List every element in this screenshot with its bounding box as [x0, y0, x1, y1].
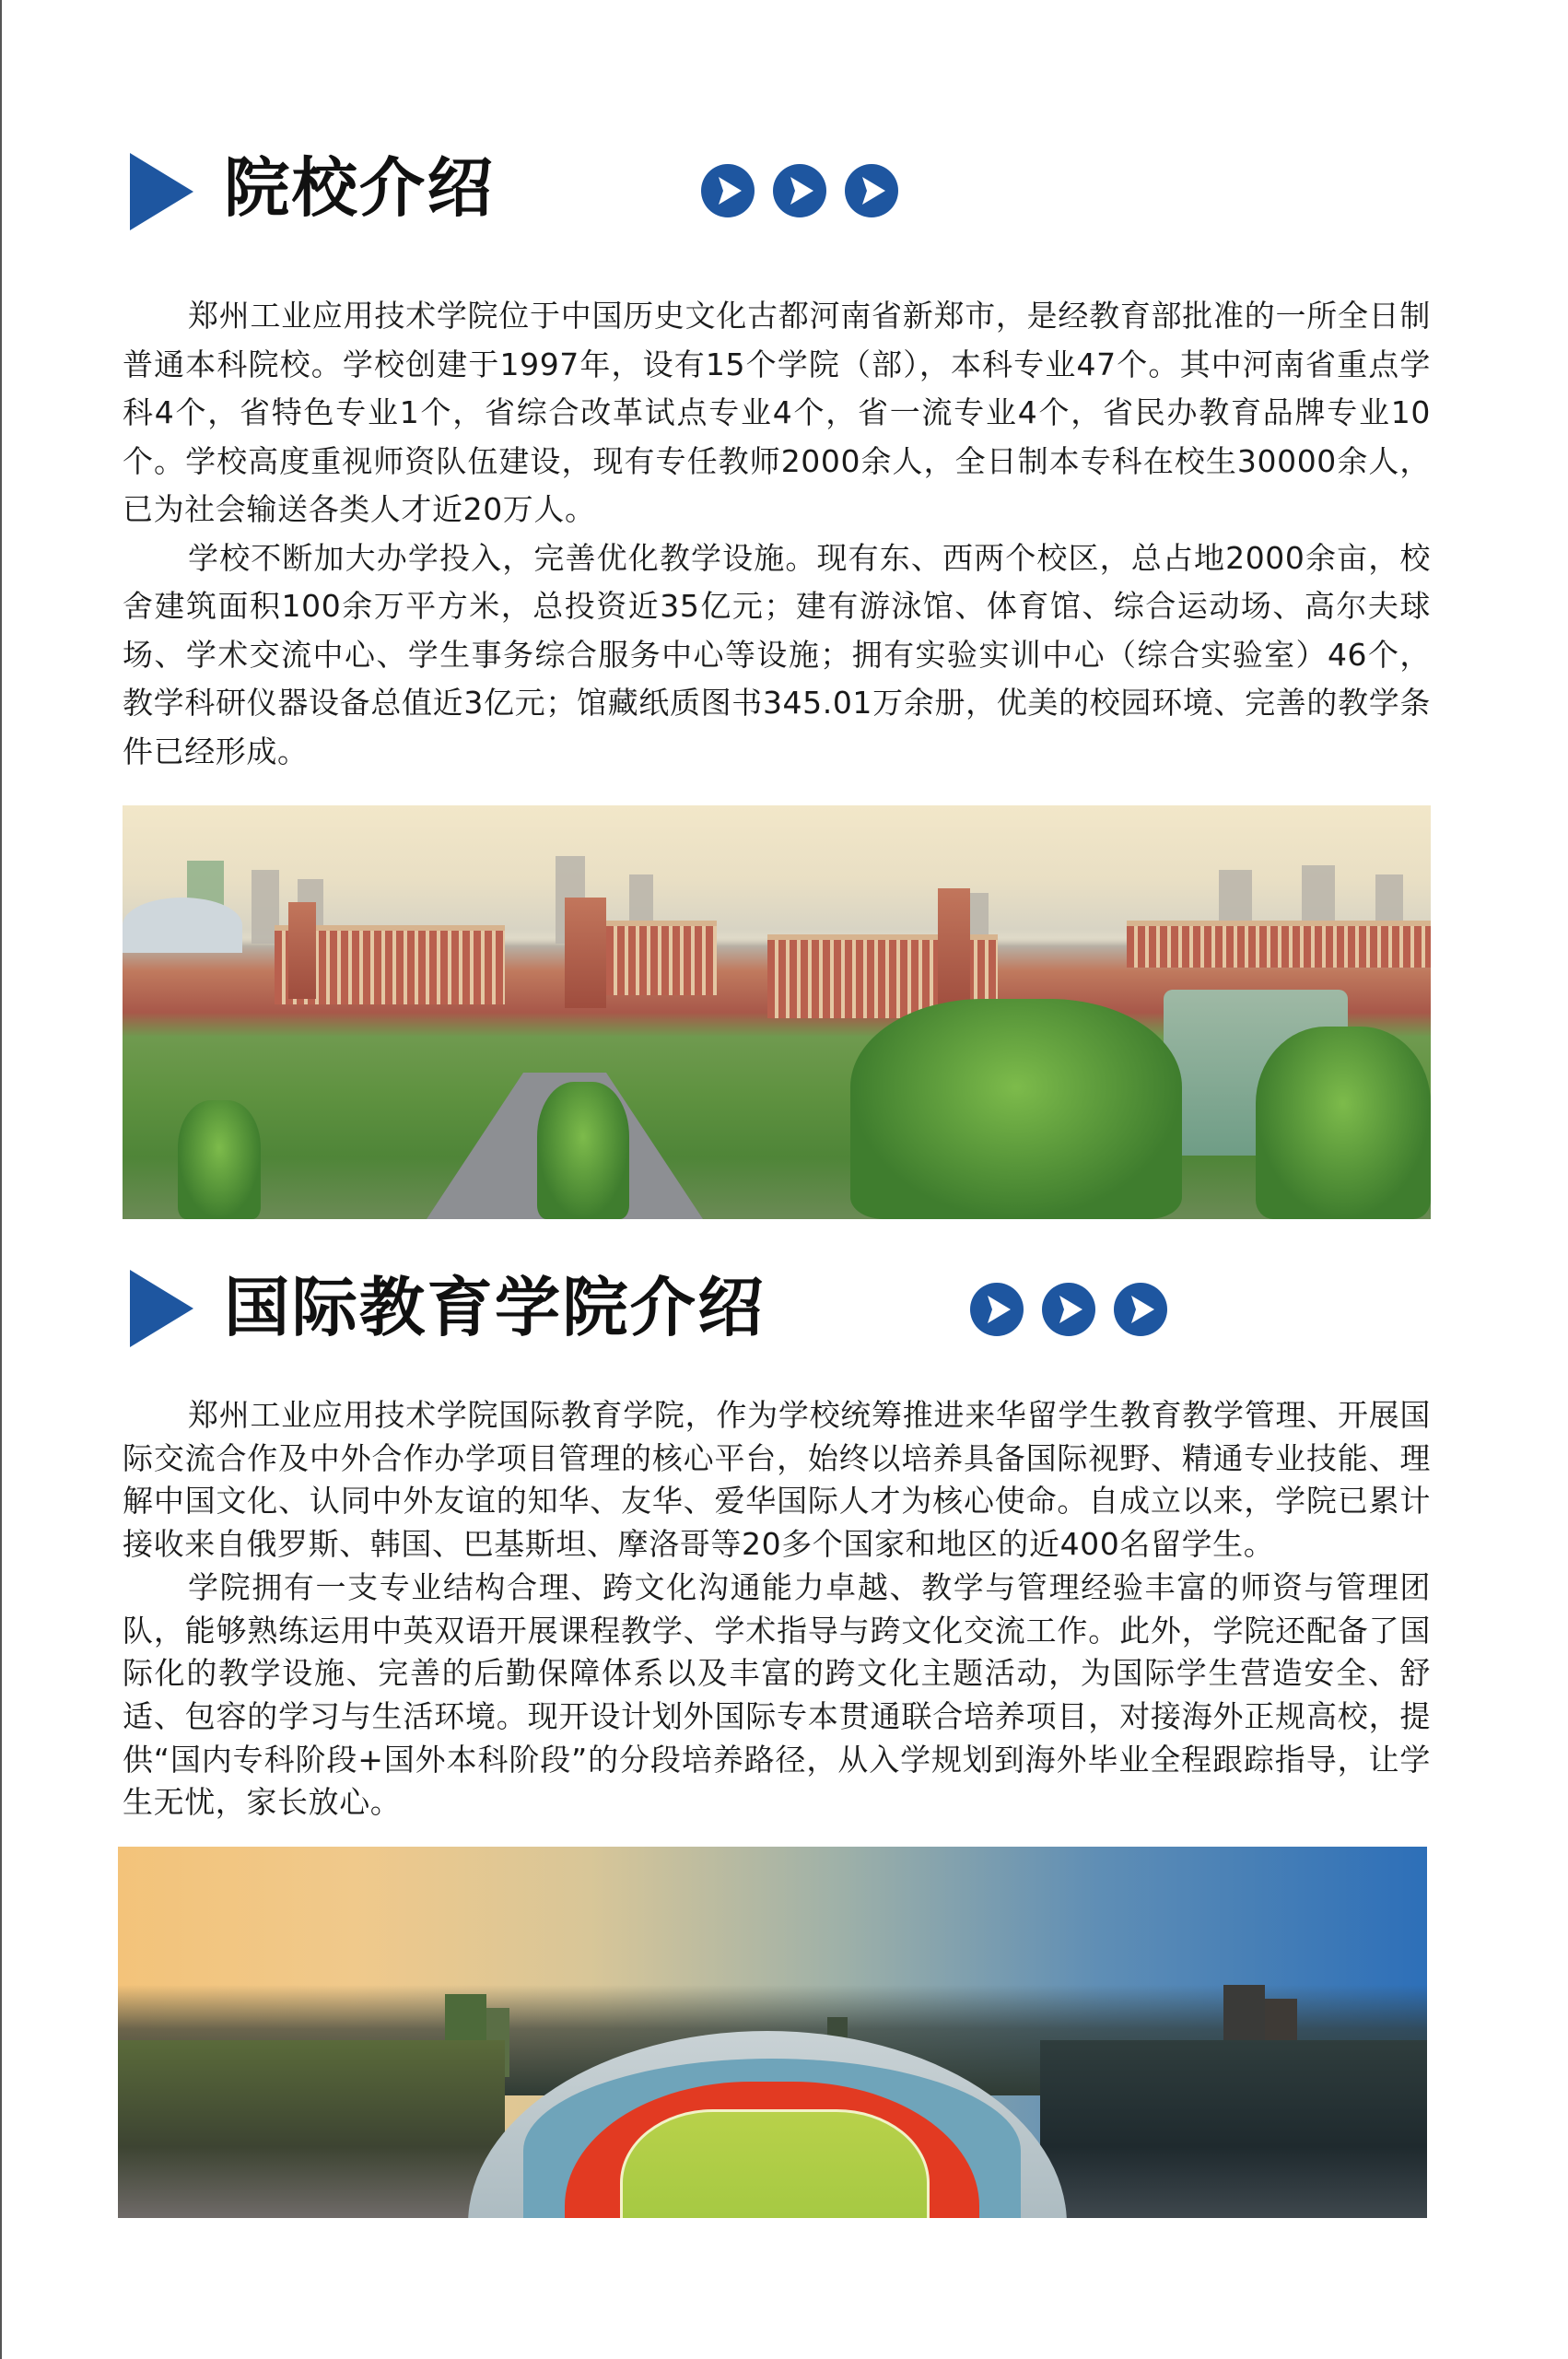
arrow-right-circle-icon	[970, 1283, 1024, 1336]
arrow-right-circle-icon	[1114, 1283, 1167, 1336]
arrow-right-circle-icon	[845, 164, 898, 217]
triangle-marker-icon	[130, 153, 193, 230]
section-title: 国际教育学院介绍	[224, 1270, 766, 1345]
triangle-marker-icon	[130, 1270, 193, 1347]
section-title: 院校介绍	[224, 150, 495, 226]
international-education-intro-text	[123, 1394, 1431, 1825]
paragraph: 郑州工业应用技术学院位于中国历史文化古都河南省新郑市，是经教育部批准的一所全日制普通本科院校。学校创建于1997年，设有15个学院（部），本科专业47个。其中河南省重点学科4个，省特色专业1个，省综合改革试点专业4个，省一流专业4个，省民办教育品牌专业10个。学校高度重视师资队伍建设，现有专任教师2000余人，全日制本专科在校生30000余人，已为社会输送各类人才近20万人。	[123, 298, 1431, 527]
arrow-icon-group	[970, 1283, 1167, 1336]
campus-aerial-photo	[123, 805, 1431, 1219]
section-header-international-education	[0, 1268, 1568, 1351]
arrow-right-circle-icon	[773, 164, 826, 217]
school-intro-text	[123, 292, 1431, 776]
arrow-right-circle-icon	[701, 164, 755, 217]
section-header-school-intro	[0, 150, 1568, 233]
paragraph: 学院拥有一支专业结构合理、跨文化沟通能力卓越、教学与管理经验丰富的师资与管理团队，能够熟练运用中英双语开展课程教学、学术指导与跨文化交流工作。此外，学院还配备了国际化的教学设施、完善的后勤保障体系以及丰富的跨文化主题活动，为国际学生营造安全、舒适、包容的学习与生活环境。现开设计划外国际专本贯通联合培养项目，对接海外正规高校，提供“国内专科阶段+国外本科阶段”的分段培养路径，从入学规划到海外毕业全程跟踪指导，让学生无忧，家长放心。	[123, 1568, 1431, 1821]
arrow-icon-group	[701, 164, 898, 217]
paragraph: 郑州工业应用技术学院国际教育学院，作为学校统筹推进来华留学生教育教学管理、开展国际交流合作及中外合作办学项目管理的核心平台，始终以培养具备国际视野、精通专业技能、理解中国文化、认同中外友谊的知华、友华、爱华国际人才为核心使命。自成立以来，学院已累计接收来自俄罗斯、韩国、巴基斯坦、摩洛哥等20多个国家和地区的近400名留学生。	[123, 1397, 1431, 1563]
page-left-border	[0, 0, 2, 2359]
stadium-aerial-photo	[118, 1847, 1427, 2218]
arrow-right-circle-icon	[1042, 1283, 1095, 1336]
paragraph: 学校不断加大办学投入，完善优化教学设施。现有东、西两个校区，总占地2000余亩，校舍建筑面积100余万平方米，总投资近35亿元；建有游泳馆、体育馆、综合运动场、高尔夫球场、学术交流中心、学生事务综合服务中心等设施；拥有实验实训中心（综合实验室）46个，教学科研仪器设备总值近3亿元；馆藏纸质图书345.01万余册，优美的校园环境、完善的教学条件已经形成。	[123, 539, 1431, 769]
